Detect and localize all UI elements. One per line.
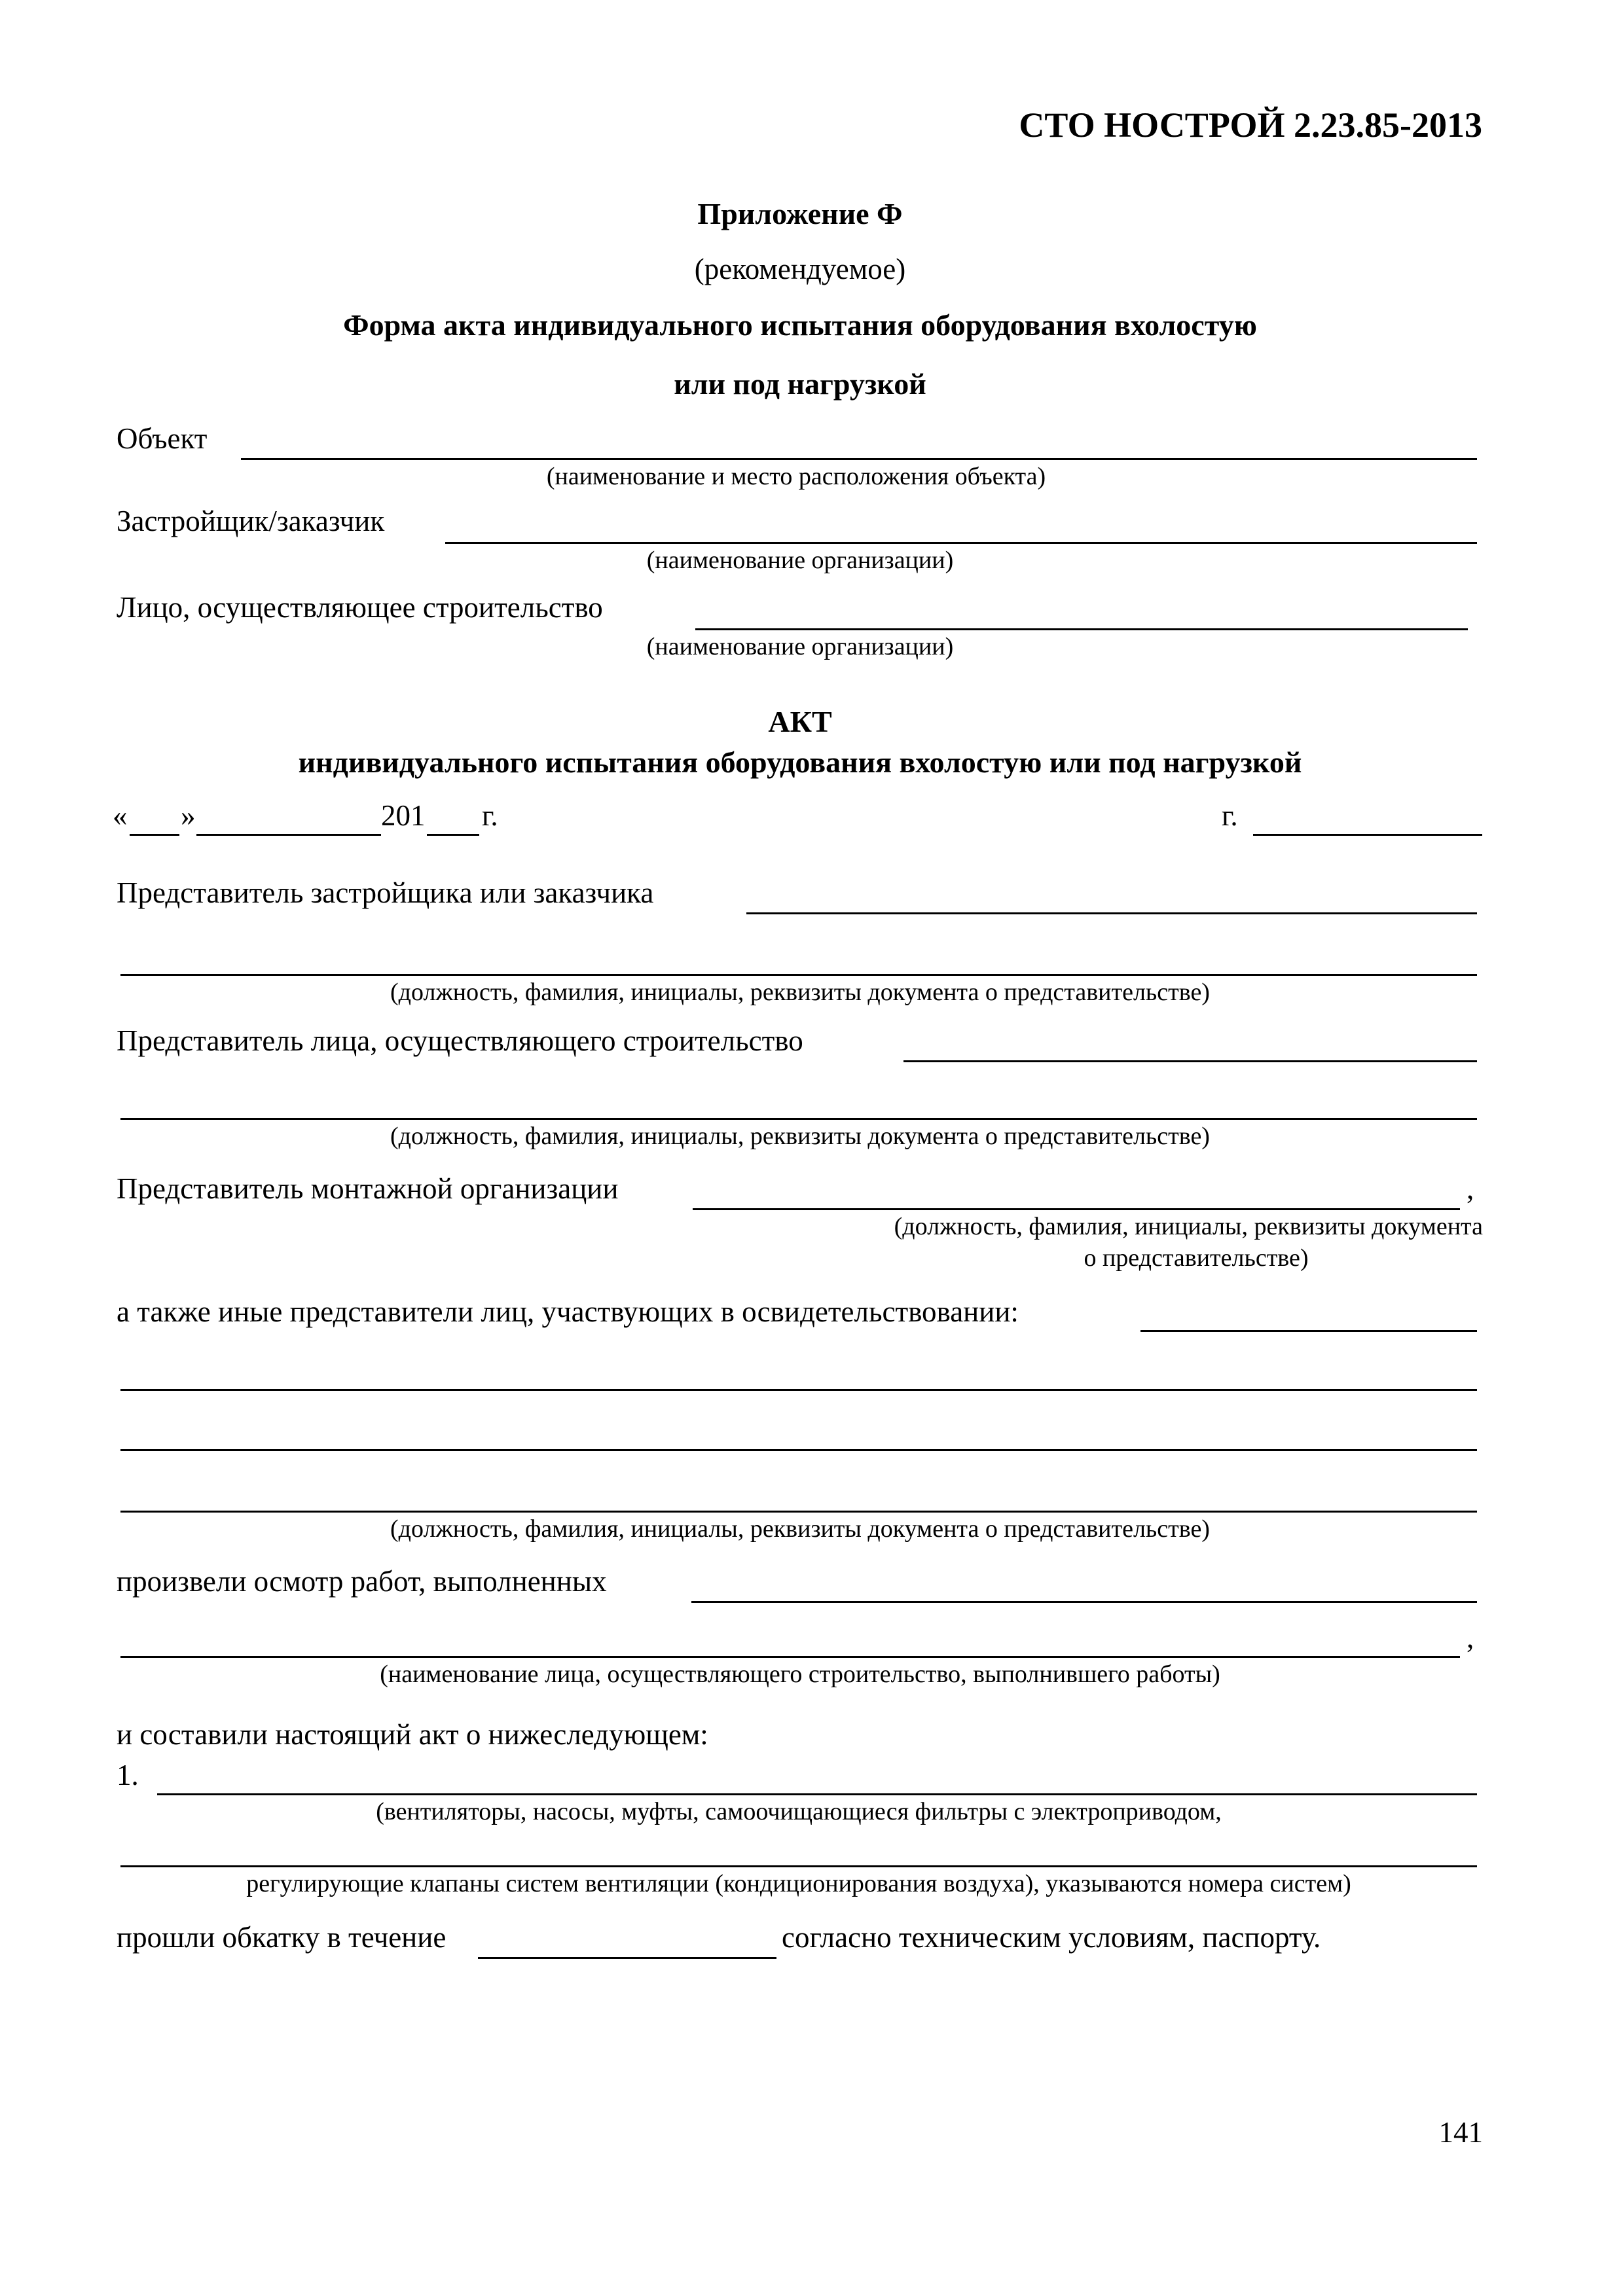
developer-rep-field-2[interactable]	[120, 974, 1477, 976]
date-close-quote: »	[181, 799, 196, 832]
date-day-field[interactable]	[130, 834, 179, 836]
installer-rep-caption-line-1: (должность, фамилия, инициалы, реквизиты документа	[894, 1213, 1483, 1240]
inspection-field-1[interactable]	[691, 1601, 1477, 1603]
developer-rep-field-1[interactable]	[746, 912, 1477, 914]
others-caption: (должность, фамилия, инициалы, реквизиты документа о представительстве)	[390, 1515, 1210, 1543]
inspection-caption: (наименование лица, осуществляющего строительство, выполнившего работы)	[380, 1660, 1220, 1688]
developer-caption: (наименование организации)	[646, 547, 954, 574]
builder-rep-label: Представитель лица, осуществляющего строительство	[117, 1024, 803, 1057]
developer-rep-label: Представитель застройщика или заказчика	[117, 876, 654, 909]
developer-field[interactable]	[445, 542, 1477, 544]
city-prefix: г.	[1222, 799, 1238, 832]
standard-code: СТО НОСТРОЙ 2.23.85-2013	[1019, 105, 1482, 145]
installer-rep-caption-line-2: о представительстве)	[1084, 1244, 1309, 1272]
installer-rep-comma: ,	[1467, 1172, 1474, 1205]
page-number: 141	[1438, 2116, 1483, 2149]
item-field-2[interactable]	[120, 1865, 1477, 1867]
builder-label: Лицо, осуществляющее строительство	[117, 591, 603, 624]
item-field-1[interactable]	[157, 1793, 1477, 1795]
form-title-line-2: или под нагрузкой	[674, 367, 926, 401]
installer-rep-field[interactable]	[693, 1208, 1460, 1210]
form-title-line-1: Форма акта индивидуального испытания оборудования вхолостую	[343, 308, 1257, 342]
inspection-comma: ,	[1467, 1621, 1474, 1654]
others-field-3[interactable]	[120, 1449, 1477, 1451]
others-field-1[interactable]	[1140, 1330, 1477, 1332]
item-number: 1.	[117, 1759, 139, 1791]
builder-rep-field-1[interactable]	[903, 1060, 1477, 1062]
others-field-4[interactable]	[120, 1511, 1477, 1513]
builder-field[interactable]	[695, 628, 1468, 630]
date-open-quote: «	[113, 799, 128, 832]
item-caption-line-2: регулирующие клапаны систем вентиляции (кондиционирования воздуха), указываются номера систем)	[246, 1870, 1351, 1897]
builder-caption: (наименование организации)	[646, 633, 954, 660]
date-year-field[interactable]	[427, 834, 479, 836]
others-label: а также иные представители лиц, участвующих в освидетельствовании:	[117, 1295, 1019, 1328]
developer-rep-caption: (должность, фамилия, инициалы, реквизиты документа о представительстве)	[390, 978, 1210, 1006]
builder-rep-caption: (должность, фамилия, инициалы, реквизиты документа о представительстве)	[390, 1122, 1210, 1150]
date-year-suffix: г.	[482, 799, 498, 832]
runin-suffix: согласно техническим условиям, паспорту.	[782, 1921, 1321, 1954]
object-field[interactable]	[241, 458, 1477, 460]
object-caption: (наименование и место расположения объекта)	[546, 463, 1046, 490]
date-month-field[interactable]	[196, 834, 381, 836]
appendix-title: Приложение Ф	[697, 197, 903, 230]
item-caption-line-1: (вентиляторы, насосы, муфты, самоочищающиеся фильтры с электроприводом,	[376, 1798, 1222, 1825]
act-subtitle: индивидуального испытания оборудования вхолостую или под нагрузкой	[298, 745, 1302, 779]
others-field-2[interactable]	[120, 1389, 1477, 1391]
city-field[interactable]	[1253, 834, 1482, 836]
inspection-field-2[interactable]	[120, 1656, 1460, 1658]
act-title: АКТ	[768, 705, 832, 738]
date-year-prefix: 201	[381, 799, 426, 832]
object-label: Объект	[117, 422, 208, 455]
installer-rep-label: Представитель монтажной организации	[117, 1172, 619, 1205]
compiled-text: и составили настоящий акт о нижеследующем:	[117, 1718, 708, 1751]
inspection-label: произвели осмотр работ, выполненных	[117, 1565, 607, 1598]
appendix-status: (рекомендуемое)	[694, 253, 906, 285]
builder-rep-field-2[interactable]	[120, 1118, 1477, 1120]
developer-label: Застройщик/заказчик	[117, 505, 385, 537]
runin-duration-field[interactable]	[478, 1957, 776, 1959]
runin-prefix: прошли обкатку в течение	[117, 1921, 447, 1954]
